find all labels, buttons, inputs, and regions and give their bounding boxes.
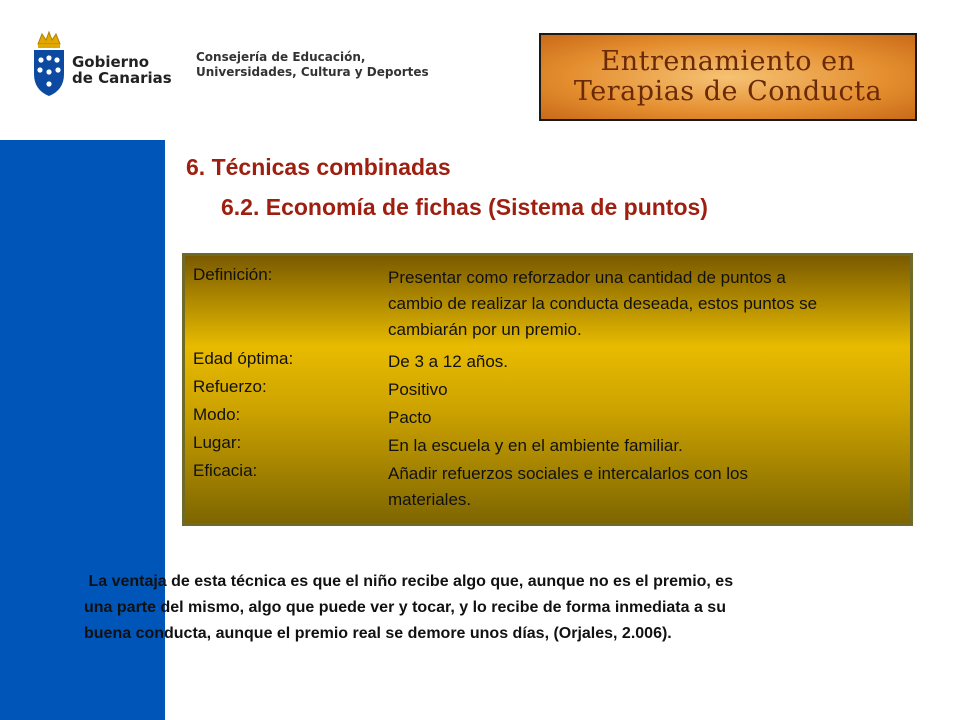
summary-line: buena conducta, aunque el premio real se demore unos días, (Orjales, 2.006).	[84, 625, 672, 642]
definition-line: cambiarán por un premio.	[388, 320, 582, 339]
banner-line: Terapias de Conducta	[573, 76, 883, 107]
consejeria-name	[196, 50, 429, 80]
gov-name-line: Gobierno	[72, 53, 150, 71]
definition-line: Presentar como reforzador una cantidad de puntos a	[388, 268, 786, 287]
definition-line: Pacto	[388, 408, 432, 427]
definition-line: Añadir refuerzos sociales e intercalarlos con los	[388, 464, 749, 483]
definition-label: Refuerzo:	[193, 377, 267, 396]
canarias-crest-icon	[28, 30, 70, 102]
definition-label: Modo:	[193, 405, 241, 424]
definition-label: Lugar:	[193, 433, 242, 452]
summary-line: una parte del mismo, algo que puede ver y tocar, y lo recibe de forma inmediata a su	[84, 599, 726, 616]
gobierno-canarias-logo	[28, 30, 178, 102]
definition-line: materiales.	[388, 490, 472, 509]
gov-name-line: de Canarias	[72, 69, 172, 87]
summary-line: La ventaja de esta técnica es que el niño recibe algo que, aunque no es el premio, es	[84, 573, 734, 590]
banner-line: Entrenamiento en	[600, 46, 856, 77]
definition-line: En la escuela y en el ambiente familiar.	[388, 436, 683, 455]
definition-label: Edad óptima:	[193, 349, 294, 368]
definition-box	[182, 253, 913, 526]
section-title: 6. Técnicas combinadas	[186, 154, 451, 180]
definition-label: Eficacia:	[193, 461, 258, 480]
gobierno-canarias-name	[72, 54, 182, 86]
definition-value	[388, 265, 908, 343]
consejeria-line: Universidades, Cultura y Deportes	[196, 65, 429, 79]
definition-label: Definición:	[193, 265, 273, 284]
section-subtitle: 6.2. Economía de fichas (Sistema de puntos)	[221, 194, 708, 220]
consejeria-line: Consejería de Educación,	[196, 50, 366, 64]
definition-value	[388, 377, 908, 403]
course-banner	[539, 33, 917, 121]
definition-value	[388, 461, 908, 513]
definition-line: De 3 a 12 años.	[388, 352, 509, 371]
definition-value	[388, 405, 908, 431]
definition-line: cambio de realizar la conducta deseada, estos puntos se	[388, 294, 818, 313]
definition-value	[388, 433, 908, 459]
definition-value	[388, 349, 908, 375]
definition-line: Positivo	[388, 380, 448, 399]
summary-paragraph	[84, 569, 904, 647]
